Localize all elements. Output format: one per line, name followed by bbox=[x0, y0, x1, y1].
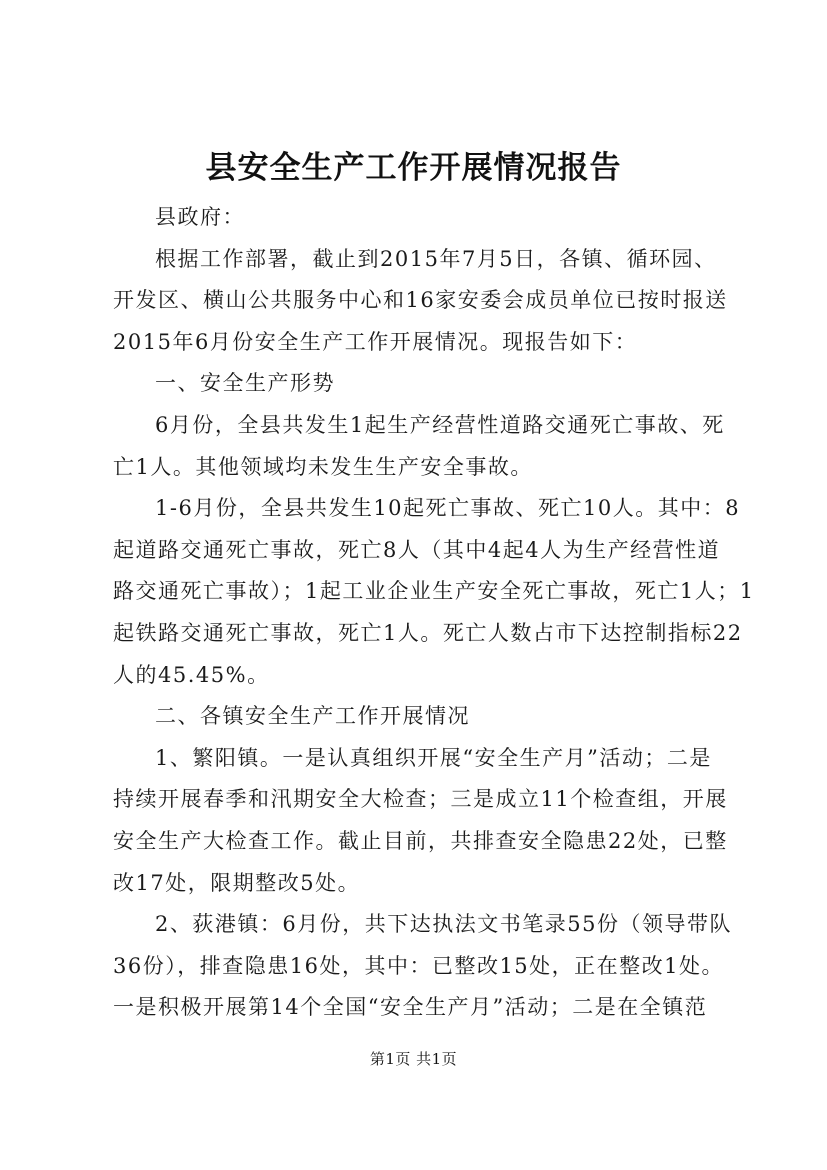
document-body bbox=[113, 197, 755, 1029]
paragraph-line: 持续开展春季和汛期安全大检查；三是成立11个检查组，开展 bbox=[113, 787, 728, 812]
paragraph-line: 开发区、横山公共服务中心和16家安委会成员单位已按时报送 bbox=[113, 288, 728, 313]
paragraph-line: 36份），排查隐患16处，其中：已整改15处，正在整改1处。 bbox=[113, 953, 725, 978]
paragraph-line: 1、繁阳镇。一是认真组织开展“安全生产月”活动；二是 bbox=[155, 745, 712, 770]
paragraph-line: 1-6月份，全县共发生10起死亡事故、死亡10人。其中：8 bbox=[155, 496, 741, 521]
paragraph-line: 2015年6月份安全生产工作开展情况。现报告如下： bbox=[113, 329, 638, 354]
page-footer: 第1页 共1页 bbox=[369, 1050, 458, 1068]
document-title: 县安全生产工作开展情况报告 bbox=[205, 150, 622, 186]
paragraph-line: 亡1人。其他领域均未发生生产安全事故。 bbox=[113, 454, 533, 479]
paragraph-line: 改17处，限期整改5处。 bbox=[113, 870, 361, 895]
paragraph-line: 一是积极开展第14个全国“安全生产月”活动；二是在全镇范 bbox=[113, 995, 708, 1020]
paragraph-line: 起铁路交通死亡事故，死亡1人。死亡人数占市下达控制指标22 bbox=[113, 620, 743, 645]
paragraph-line: 人的45.45%。 bbox=[113, 662, 270, 687]
section-heading: 二、各镇安全生产工作开展情况 bbox=[155, 704, 470, 729]
paragraph-line: 安全生产大检查工作。截止目前，共排查安全隐患22处，已整 bbox=[113, 828, 728, 853]
paragraph-line: 路交通死亡事故）；1起工业企业生产安全死亡事故，死亡1人；1 bbox=[113, 579, 755, 604]
section-heading: 一、安全生产形势 bbox=[155, 371, 335, 396]
paragraph-line: 6月份，全县共发生1起生产经营性道路交通死亡事故、死 bbox=[155, 412, 725, 437]
paragraph-line: 2、荻港镇：6月份，共下达执法文书笔录55份（领导带队 bbox=[155, 912, 732, 937]
paragraph-line: 起道路交通死亡事故，死亡8人（其中4起4人为生产经营性道 bbox=[113, 537, 721, 562]
paragraph-line: 根据工作部署，截止到2015年7月5日，各镇、循环园、 bbox=[155, 246, 717, 271]
salutation-line: 县政府： bbox=[155, 205, 245, 229]
